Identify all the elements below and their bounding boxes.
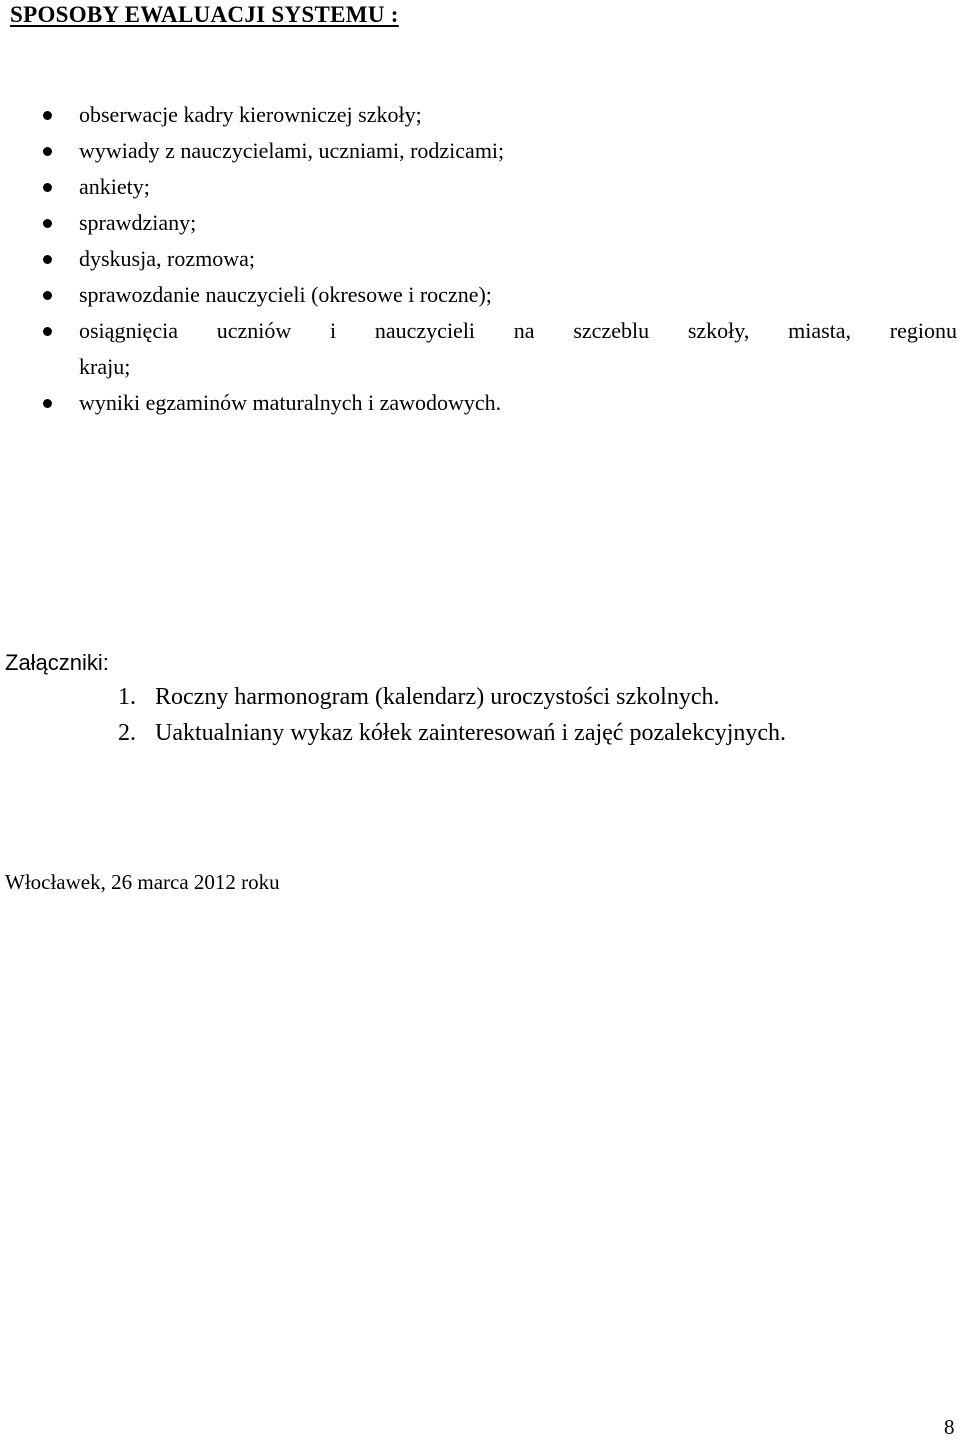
bullet-icon bbox=[43, 291, 52, 300]
list-item-text: ankiety; bbox=[79, 174, 150, 199]
list-item-text: wywiady z nauczycielami, uczniami, rodzicami; bbox=[79, 138, 505, 163]
list-item bbox=[0, 385, 960, 421]
bullet-icon bbox=[43, 219, 52, 228]
list-item-text: sprawozdanie nauczycieli (okresowe i roczne); bbox=[79, 282, 492, 307]
list-item bbox=[0, 169, 960, 205]
bullet-icon bbox=[43, 183, 52, 192]
attachment-text: Roczny harmonogram (kalendarz) uroczystości szkolnych. bbox=[155, 684, 720, 710]
list-item-text-line1: osiągnięcia uczniów i nauczycieli na szczeblu szkoły, miasta, regionu bbox=[79, 318, 957, 343]
section-heading: SPOSOBY EWALUACJI SYSTEMU : bbox=[10, 2, 399, 27]
place-date: Włocławek, 26 marca 2012 roku bbox=[5, 870, 280, 894]
list-item bbox=[0, 313, 960, 385]
bullet-icon bbox=[43, 147, 52, 156]
list-item bbox=[0, 97, 960, 133]
bullet-icon bbox=[43, 255, 52, 264]
list-item bbox=[0, 277, 960, 313]
attachment-item bbox=[0, 679, 960, 715]
bullet-icon bbox=[43, 111, 52, 120]
attachment-number: 2. bbox=[118, 720, 136, 746]
list-item-text-line2: kraju; bbox=[79, 354, 131, 379]
list-item bbox=[0, 133, 960, 169]
attachments-label: Załączniki: bbox=[5, 650, 109, 675]
list-item-text: sprawdziany; bbox=[79, 210, 197, 235]
attachment-number: 1. bbox=[118, 684, 136, 710]
bullet-icon bbox=[43, 327, 52, 336]
list-item-text: wyniki egzaminów maturalnych i zawodowych. bbox=[79, 390, 502, 415]
list-item bbox=[0, 241, 960, 277]
evaluation-methods-list bbox=[0, 97, 960, 421]
attachment-text: Uaktualniany wykaz kółek zainteresowań i zajęć pozalekcyjnych. bbox=[155, 720, 787, 746]
list-item-text: obserwacje kadry kierowniczej szkoły; bbox=[79, 102, 422, 127]
list-item-text: dyskusja, rozmowa; bbox=[79, 246, 255, 271]
bullet-icon bbox=[43, 399, 52, 408]
attachments-list bbox=[0, 679, 960, 751]
list-item bbox=[0, 205, 960, 241]
attachment-item bbox=[0, 715, 960, 751]
page-number: 8 bbox=[944, 1415, 955, 1439]
